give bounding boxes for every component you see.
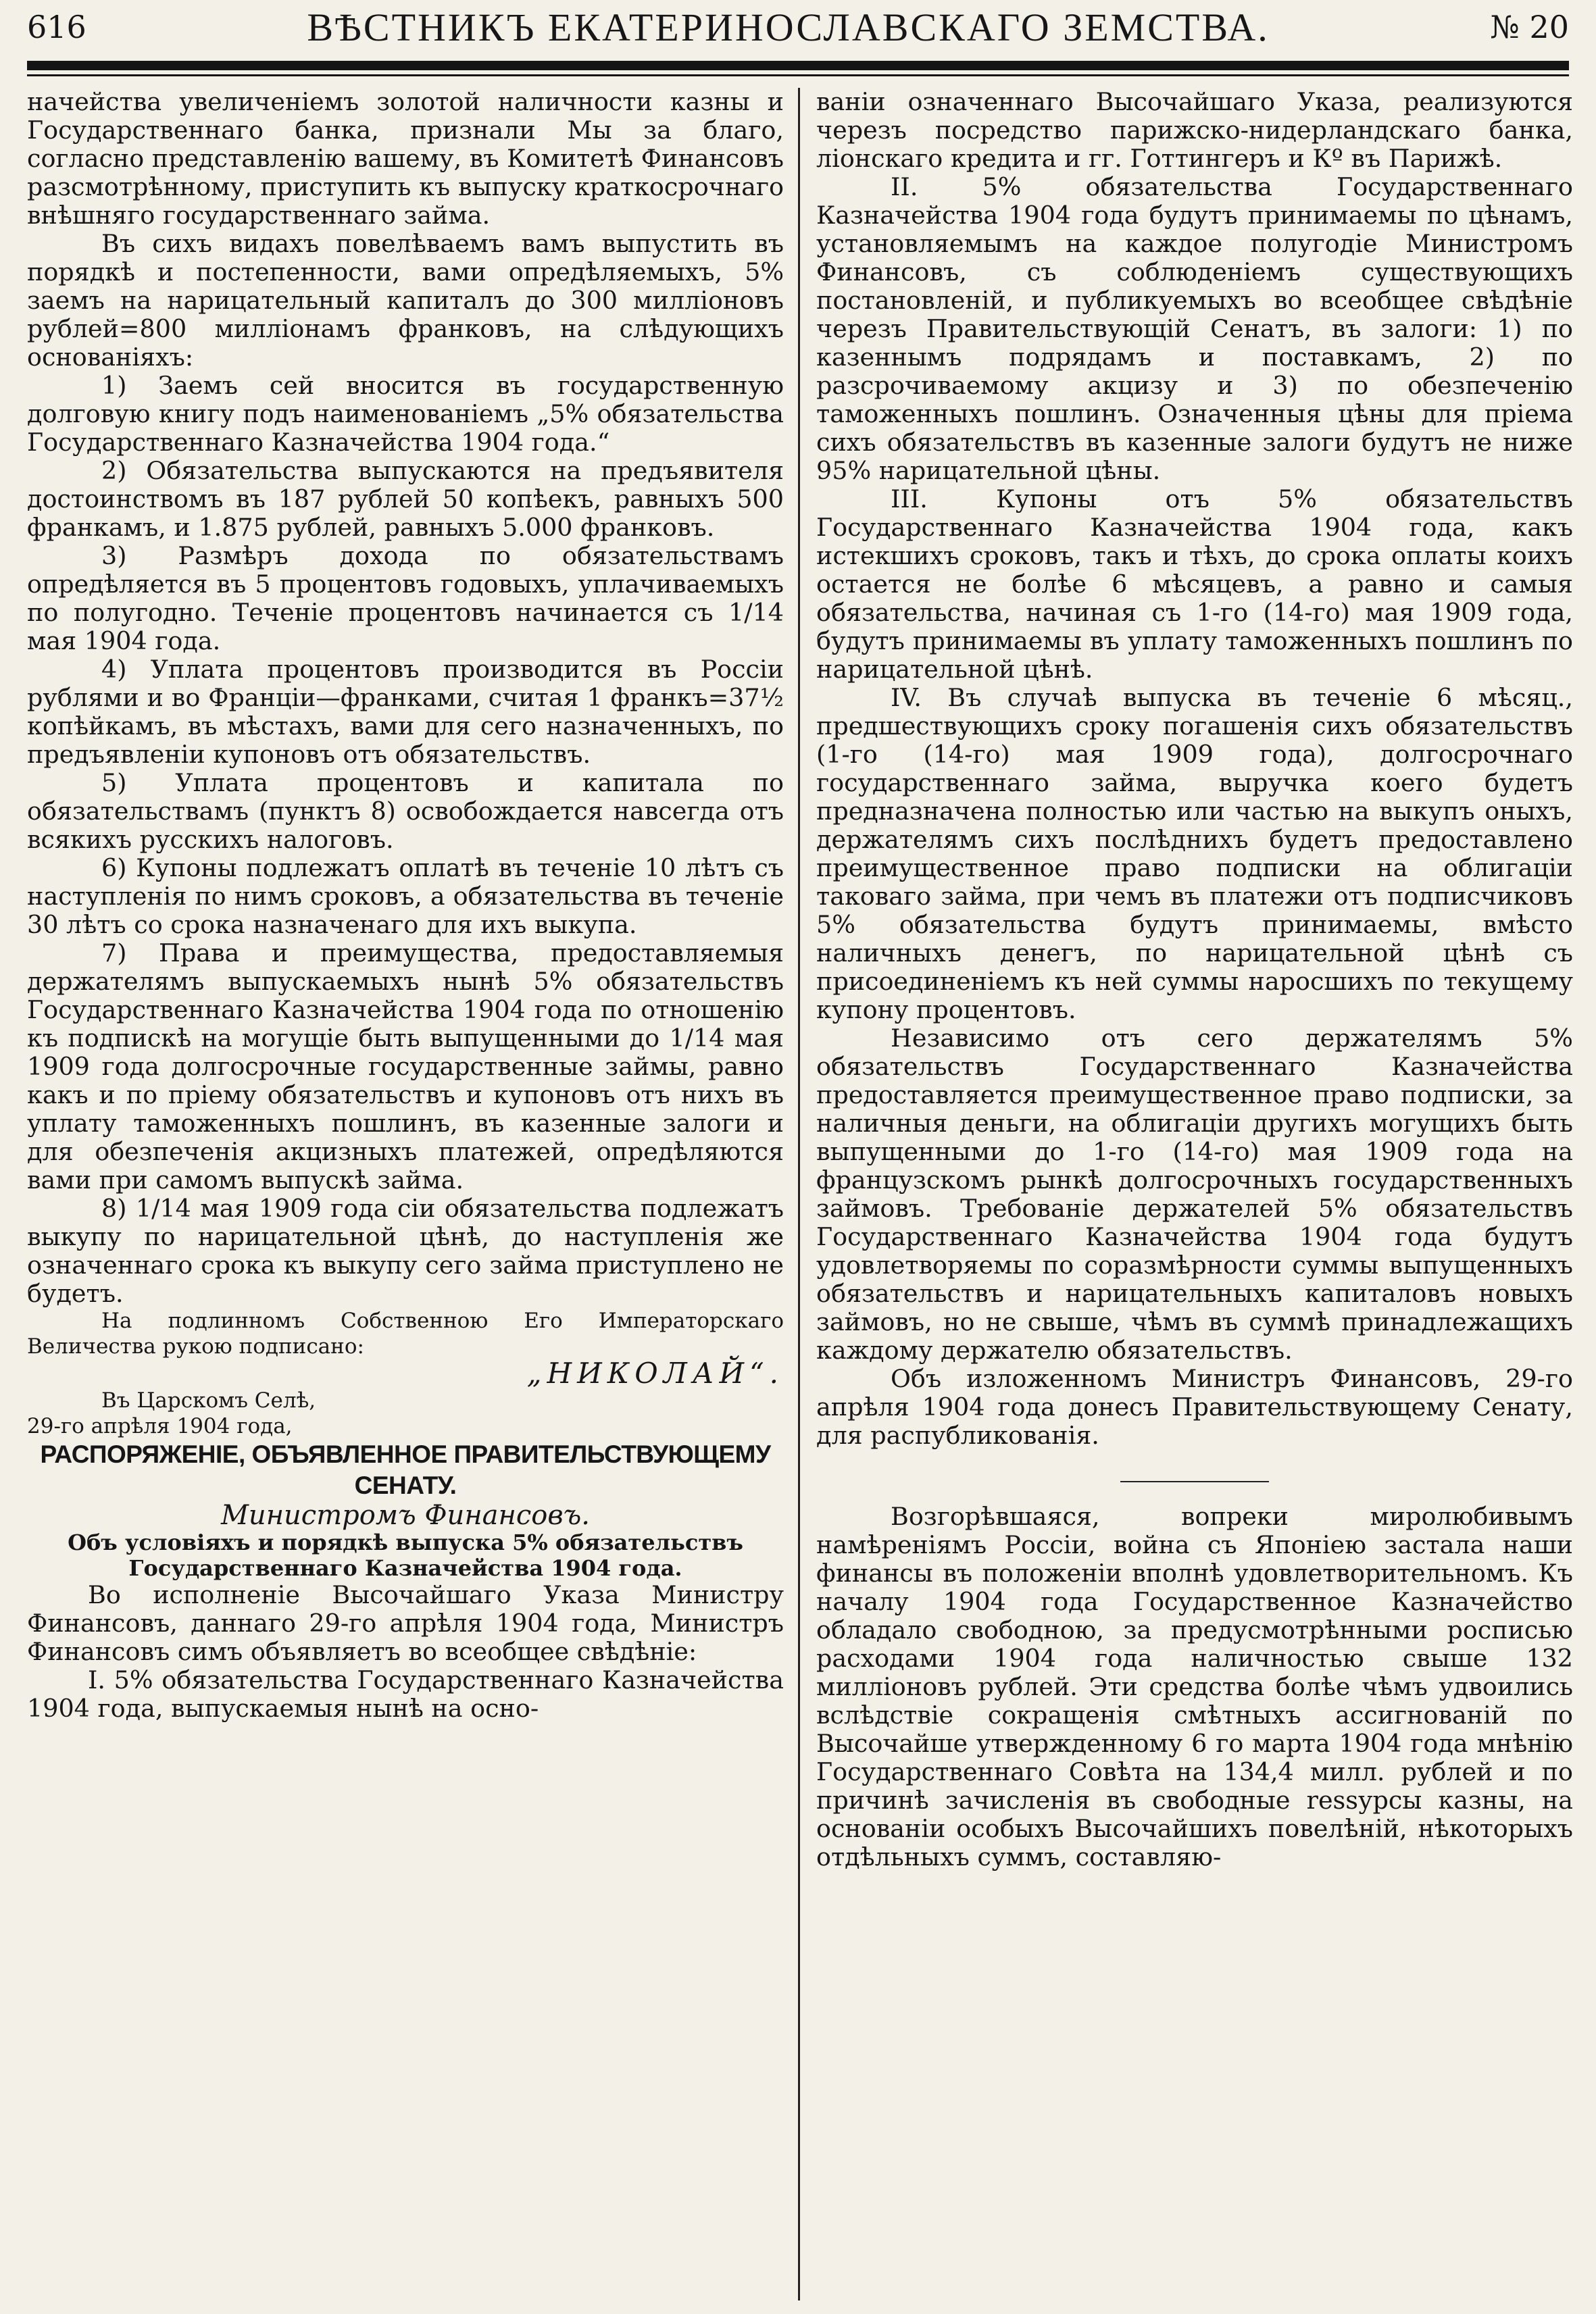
decree-item-3: 3) Размѣръ дохода по обязательствамъ опредѣляется въ 5 процентовъ годовыхъ, уплачиваемыхъ по полугодно. Теченіе процентовъ начинается съ 1/14 мая 1904 года. [27, 541, 784, 655]
publication-title: ВѢСТНИКЪ ЕКАТЕРИНОСЛАВСКАГО ЗЕМСТВА. [307, 5, 1270, 49]
issue-number: № 20 [1490, 9, 1569, 45]
signature-intro: На подлинномъ Собственною Его Императорскаго Величества рукою подписано: [27, 1309, 784, 1359]
column-divider [798, 88, 800, 2300]
decree-item-6: 6) Купоны подлежатъ оплатѣ въ теченіе 10 лѣтъ съ наступленія по нимъ сроковъ, а обязательства въ теченіе 30 лѣтъ со срока назначенаго для ихъ выкупа. [27, 853, 784, 939]
paragraph: начейства увеличеніемъ золотой наличности казны и Государственнаго банка, признали Мы за благо, согласно представленію вашему, въ Комитетѣ Финансовъ разсмотрѣнному, приступить къ выпуску краткосрочнаго внѣшняго государственнаго займа. [27, 88, 784, 230]
decree-item-8: 8) 1/14 мая 1909 года сіи обязательства подлежатъ выкупу по нарицательной цѣнѣ, до наступленія же означеннаго срока къ выкупу сего займа приступлено не будетъ. [27, 1194, 784, 1308]
place-line: Въ Царскомъ Селѣ, [101, 1388, 316, 1413]
clause-3: III. Купоны отъ 5% обязательствъ Государственнаго Казначейства 1904 года, какъ истекшихъ сроковъ, такъ и тѣхъ, до срока оплаты коихъ остается не болѣе 6 мѣсяцевъ, а равно и самыя обязательства, начиная съ 1-го (14-го) мая 1909 года, будутъ принимаемы въ уплату таможенныхъ пошлинъ по нарицательной цѣнѣ. [816, 484, 1573, 684]
paragraph: ваніи означеннаго Высочайшаго Указа, реализуются черезъ посредство парижско-нидерландскаго банка, ліонскаго кредита и гг. Готтингеръ и Кº въ Парижѣ. [816, 88, 1573, 173]
paragraph: Въ сихъ видахъ повелѣваемъ вамъ выпустить въ порядкѣ и постепенности, вами опредѣляемыхъ, 5% заемъ на нарицательный капиталъ до 300 милліоновъ рублей=800 милліонамъ франковъ, на слѣдующихъ основаніяхъ: [27, 229, 784, 372]
paragraph: Объ изложенномъ Министръ Финансовъ, 29-го апрѣля 1904 года донесъ Правительствующему Сенату, для распубликованія. [816, 1364, 1573, 1450]
section-title: РАСПОРЯЖЕНІЕ, ОБЪЯВЛЕННОЕ ПРАВИТЕЛЬСТВУЮЩЕМУ СЕНАТУ. [40, 1440, 771, 1499]
section-author: Министромъ Финансовъ. [220, 1500, 591, 1531]
decree-item-7: 7) Права и преимущества, предоставляемыя держателямъ выпускаемыхъ нынѣ 5% обязательствъ Государственнаго Казначейства 1904 года по отношенію къ подпискѣ на могущіе быть выпущенными до 1/14 мая 1909 года долгосрочные государственные займы, равно какъ и по пріему обязательствъ и купоновъ отъ нихъ въ уплату таможенныхъ пошлинъ, въ казенные залоги и для обезпеченія акцизныхъ платежей, опредѣляются вами при самомъ выпускѣ займа. [27, 938, 784, 1194]
section-subtitle: Объ условіяхъ и порядкѣ выпуска 5% обязательствъ Государственнаго Казначейства 1904 года. [68, 1530, 743, 1581]
decree-item-2: 2) Обязательства выпускаются на предъявителя достоинствомъ въ 187 рублей 50 копѣекъ, равныхъ 500 франкамъ, и 1.875 рублей, равныхъ 5.000 франковъ. [27, 456, 784, 542]
page-header [27, 0, 1569, 54]
left-column [27, 88, 784, 2294]
paragraph: Независимо отъ сего держателямъ 5% обязательствъ Государственнаго Казначейства предоставляется преимущественное право подписки, за наличныя деньги, на облигаціи другихъ могущихъ быть выпущенными до 1-го (14-го) мая 1909 года на французскомъ рынкѣ долгосрочныхъ государственныхъ займовъ. Требованіе держателей 5% обязательствъ Государственнаго Казначейства 1904 года будутъ удовлетворяемы по соразмѣрности суммы выпущенныхъ обязательствъ и нарицательныхъ капиталовъ новыхъ займовъ, но не свыше, чѣмъ въ суммѣ принадлежащихъ каждому держателю обязательствъ. [816, 1024, 1573, 1365]
page-number: 616 [27, 9, 86, 45]
clause-4: IV. Въ случаѣ выпуска въ теченіе 6 мѣсяц., предшествующихъ сроку погашенія сихъ обязательствъ (1-го (14-го) мая 1909 года), долгосрочнаго государственнаго займа, выручка коего будетъ предназначена полностью или частью на выкупъ оныхъ, держателямъ сихъ послѣднихъ будетъ предоставлено преимущественное право подписки на облигаціи таковаго займа, при чемъ въ платежи отъ подписчиковъ 5% обязательства будутъ принимаемы, вмѣсто наличныхъ денегъ, по нарицательной цѣнѣ съ присоединеніемъ къ ней суммы наросшихъ по текущему купону процентовъ. [816, 683, 1573, 1024]
header-rule-thick [27, 61, 1569, 70]
clause-2: II. 5% обязательства Государственнаго Казначейства 1904 года будутъ принимаемы по цѣнамъ, установляемымъ на каждое полугодіе Министромъ Финансовъ, съ соблюденіемъ существующихъ постановленій, и публикуемыхъ во всеобщее свѣдѣніе черезъ Правительствующій Сенатъ, въ залоги: 1) по казеннымъ подрядамъ и поставкамъ, 2) по разсрочиваемому акцизу и 3) по обезпеченію таможенныхъ пошлинъ. Означенныя цѣны для пріема сихъ обязательствъ въ казенные залоги будутъ не ниже 95% нарицательной цѣны. [816, 172, 1573, 485]
right-column [816, 88, 1573, 2294]
paragraph: Во исполненіе Высочайшаго Указа Министру Финансовъ, даннаго 29-го апрѣля 1904 года, Министръ Финансовъ симъ объявляетъ во всеобщее свѣдѣніе: [27, 1580, 784, 1666]
paragraph: I. 5% обязательства Государственнаго Казначейства 1904 года, выпускаемыя нынѣ на осно- [27, 1665, 784, 1723]
date-line: 29-го апрѣля 1904 года, [27, 1414, 293, 1438]
paragraph: Возгорѣвшаяся, вопреки миролюбивымъ намѣреніямъ Россіи, война съ Японіею застала наши финансы въ положеніи вполнѣ удовлетворительномъ. Къ началу 1904 года Государственное Казначейство обладало свободною, за предусмотрѣнными росписью расходами 1904 года наличностью свыше 132 милліоновъ рублей. Эти средства болѣе чѣмъ удвоились вслѣдствіе сокращенія смѣтныхъ ассигнованій по Высочайше утвержденному 6 го марта 1904 года мнѣнію Государственнаго Совѣта на 134,4 милл. рублей и по причинѣ зачисленія въ свободные ressурсы казны, на основаніи особыхъ Высочайшихъ повелѣній, нѣкоторыхъ отдѣльныхъ суммъ, составляю- [816, 1502, 1573, 1871]
header-rule-thin [27, 74, 1569, 76]
decree-item-5: 5) Уплата процентовъ и капитала по обязательствамъ (пунктъ 8) освобождается навсегда отъ всякихъ русскихъ налоговъ. [27, 768, 784, 854]
decree-item-1: 1) Заемъ сей вносится въ государственную долговую книгу подъ наименованіемъ „5% обязательства Государственнаго Казначейства 1904 года.“ [27, 371, 784, 457]
section-divider [1120, 1481, 1269, 1482]
signature-name: „НИКОЛАЙ“. [526, 1357, 784, 1390]
decree-item-4: 4) Уплата процентовъ производится въ Россіи рублями и во Франціи—франками, считая 1 франкъ=37½ копѣйкамъ, въ мѣстахъ, вами для сего назначенныхъ, по предъявленіи купоновъ отъ обязательствъ. [27, 655, 784, 769]
